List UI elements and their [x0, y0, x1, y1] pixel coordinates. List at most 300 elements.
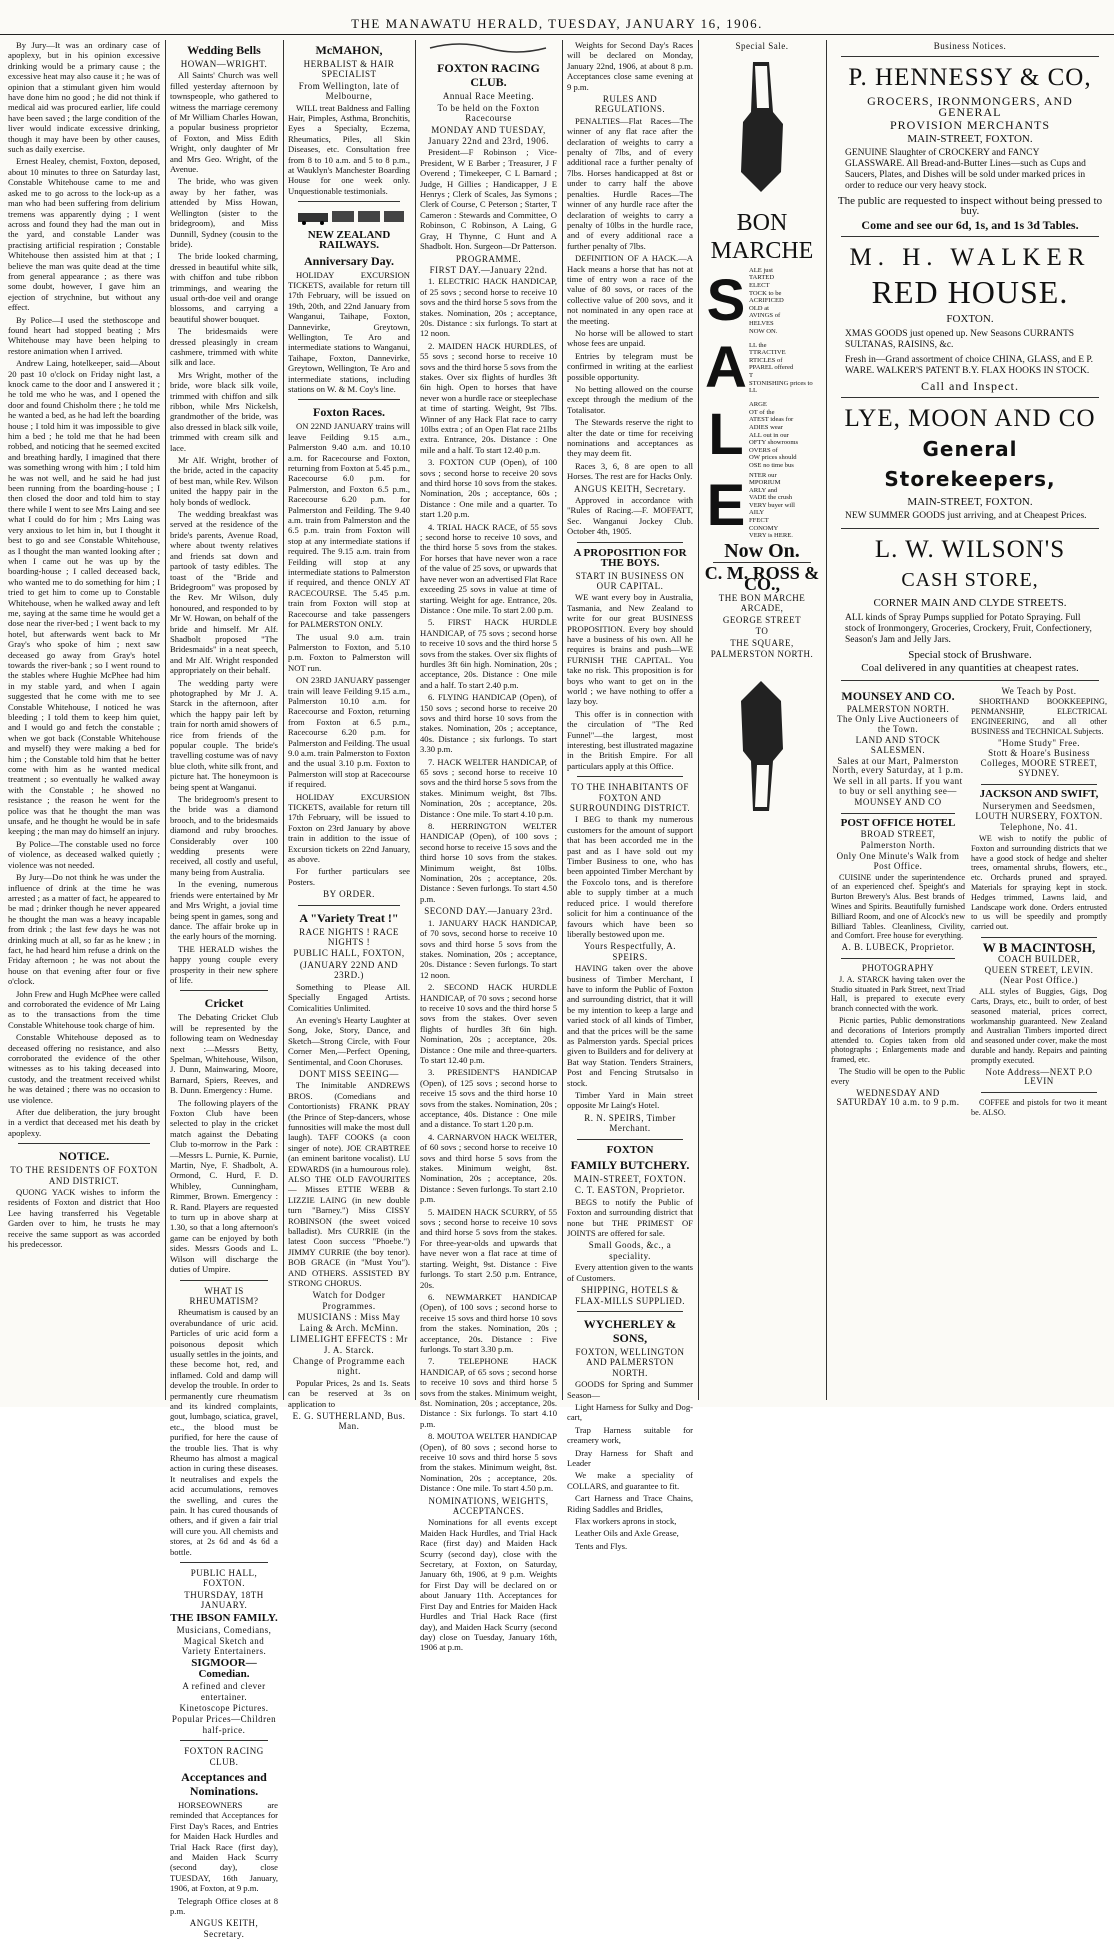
sale-line: STONISHING prices to: [749, 379, 813, 387]
race-entry: 5. FIRST HACK HURDLE HANDICAP, of 75 sovs ; second horse to receive 10 sovs and the third horse 5 sovs from the stakes. Over six flights of hurdles 3ft 6in high. Nomination, 20s ; acceptance, 20s. Distance : One mile and a half. To start 2.40 p.m.: [420, 617, 558, 690]
divider: [298, 201, 400, 202]
paragraph: By Jury—Do not think he was under the influence of drink at the time he was arrested ; as a matter of fact, he appeared to be mad ; drinker though he never appeared he thought the man was a heavy incapable from drink ; the last few days he was not drinking much at all, so far as he knew ; in fact, he had heard him refuse a drink on the Friday afternoon ; he was not about the house on that evening after four or five o'clock.: [8, 872, 160, 987]
sale-line: OFTY showrooms: [749, 439, 799, 447]
train-engraving: [288, 207, 410, 225]
sale-line: CONOMY: [749, 524, 779, 532]
cricket-title: Cricket: [204, 996, 244, 1011]
paragraph: By Police—The constable used no force of violence, as deceased walked quietly ; violence was not needed.: [8, 838, 160, 870]
sale-line: ELECT: [749, 282, 770, 289]
inhabitants-title: TO THE INHABITANTS OF FOXTON AND SURROUNDING DISTRICT.: [569, 782, 691, 814]
variety-limelight: LIMELIGHT EFFECTS : Mr J. A. Starck.: [290, 1334, 408, 1355]
divider: [841, 528, 1099, 529]
jackson-text: WE wish to notify the public of Foxton and surrounding districts that we have a good stock of hedge and shelter trees, ornamental shrubs, flowers, etc., etc. Orchards pruned and sprayed. Materials for spraying kept in stock. Hedges trimmed, Lawns laid, and Landscape work done. Orders entrusted to us will be speedily and promptly carried out.: [971, 834, 1107, 932]
photography-days: WEDNESDAY AND SATURDAY 10 a.m. to 9 p.m.: [836, 1087, 960, 1108]
variety-title: A "Variety Treat !": [299, 910, 399, 925]
paragraph: The Debating Cricket Club will be represented by the following team on Wednesday next :—Messrs Betty, Spelman, Whitehouse, Wilson, J. Dunn, Mainwaring, Moore, Barnard, Spiers, Reeves, and B. Dunn. Emergency : Hume.: [170, 1012, 278, 1096]
railways-subtitle: Anniversary Day.: [304, 253, 394, 268]
acceptances-sign: ANGUS KEITH, Secretary.: [189, 1918, 259, 1939]
mcmahon-subtitle: HERBALIST & HAIR SPECIALIST: [303, 59, 395, 80]
paragraph: The bride looked charming, dressed in beautiful white silk, with chiffon and tube ribbon trimmings, and wearing the usual orth-doe veil and orange blossoms, and carrying a beautiful shower bouquet.: [170, 251, 278, 324]
wilson-text: ALL kinds of Spray Pumps supplied for Potato Spraying. Full stock of Ironmongery, Groceries, Crockery, Fruit, Confectionery, Season's Jam and Jelly Jars.: [845, 612, 1092, 645]
divider: [841, 680, 1099, 681]
paragraph: ON 22ND JANUARY trains will leave Feilding 9.15 a.m., Palmerston 9.40 a.m. and 10.10 a.m. for Racecourse and Foxton, returning from Foxton at 5.45 p.m., Racecourse 6.0 p.m. for Palmerston, and Foxton 6.5 p.m., Racecourse 6.20 p.m. for Palmerston and Feilding. The 9.40 a.m. train from Palmerston and the 6.5 p.m. train from Foxton will stop at any intermediate stations if required. The 9.15 a.m. train from Feilding will stop at any intermediate stations to Palmerston if required, and thence ONLY AT RACECOURSE. The 5.45 p.m. train from Foxton will stop at Racecourse and take passengers for PALMERSTON ONLY.: [288, 421, 410, 630]
first-day-races: [420, 276, 557, 904]
hennessy-text-2: The public are requested to inspect without being pressed to buy.: [837, 195, 1103, 218]
sale-lines: [749, 472, 795, 540]
notices-right: [971, 686, 1107, 1120]
butchery-proprietor: C. T. EASTON, Proprietor.: [574, 1185, 686, 1196]
column-wedding-cricket: [170, 40, 278, 1939]
variety-dates: (JANUARY 22ND AND 23RD.): [299, 959, 399, 981]
sale-line: AVINGS of: [749, 312, 781, 320]
proposition-title: A PROPOSITION FOR THE BOYS.: [573, 546, 687, 570]
sale-line: ADIES wear: [749, 423, 783, 431]
ross-title: C. M. ROSS & CO.,: [704, 563, 820, 594]
post-office-town: Palmerston North.: [860, 840, 936, 851]
ross-square: THE SQUARE,: [730, 637, 794, 648]
wycherley-subtitle: FOXTON, WELLINGTON AND PALMERSTON NORTH.: [575, 1346, 685, 1378]
sale-letter: A: [705, 335, 747, 401]
second-day-races: [420, 918, 557, 1494]
macintosh-address: Note Address—NEXT P.O LEVIN: [985, 1066, 1093, 1087]
divider: [841, 397, 1099, 398]
sale-letter: E: [706, 472, 746, 538]
post-teach-sign: Stott & Hoare's Business Colleges, MOORE STREET, SYDNEY.: [980, 748, 1098, 779]
races-title: Foxton Races.: [313, 405, 385, 420]
column-inquest: [8, 40, 160, 1400]
rules-text: [567, 116, 693, 482]
wilson-ad: [837, 535, 1103, 673]
proposition-subtitle: START IN BUSINESS ON OUR CAPITAL.: [575, 570, 685, 591]
sale-letter-row: [703, 401, 821, 469]
macintosh-subtitle: COACH BUILDER,: [997, 953, 1080, 964]
race-entry: 8. HERRINGTON WELTER HANDICAP (Open), of 100 sovs ; second horse to receive 15 sovs and the third horse 10 sovs from the stakes. Minimum weight, 8st 10lbs. Nomination, 20s ; acceptance, 20s. Distance : Seven furlongs. To start 4.50 p.m.: [420, 821, 557, 904]
post-office-street: BROAD STREET,: [860, 829, 936, 840]
wedding-subtitle: HOWAN—WRIGHT.: [180, 59, 268, 69]
wilson-street: CORNER MAIN AND CLYDE STREETS.: [873, 597, 1067, 610]
notices-left: [831, 686, 965, 1109]
rules-title: RULES AND REGULATIONS.: [594, 94, 666, 115]
walker-text: XMAS GOODS just opened up. New Seasons CURRANTS SULTANAS, RAISINS, &c.: [845, 328, 1075, 350]
nominations-text: Nominations for all events except Maiden Hack Hurdles, and Trial Hack Race (first day) and Maiden Hack Scurry (second day), close with the Secretary, at Foxton, on Saturday, January 6th, 1906, at 9 p.m. Weights for First Day will be declared on or about January 11th. Acceptances for First Day and Entries for Maiden Hack Hurdles and Trial Hack Race (first day), and Maiden Hack Scurry (second day) close on Tuesday, January 16th, 1906 at p.m.: [420, 1517, 557, 1653]
race-entry: 7. TELEPHONE HACK HANDICAP, of 65 sovs ; second horse to receive 10 sovs and third horse 5 sovs from the stakes. Minimum weight, 8st. Nomination, 20s ; acceptance, 20s. Distance : Six furlongs. To start 4.10 p.m.: [420, 1356, 557, 1429]
club-subtitle: Annual Race Meeting.: [442, 91, 535, 102]
sale-line: NTER our: [749, 471, 777, 479]
lye-street: MAIN-STREET, FOXTON.: [907, 496, 1033, 509]
wedding-report: [170, 70, 278, 985]
race-entry: 4. TRIAL HACK RACE, of 55 sovs ; second horse to receive 10 sovs, and the third horse 5 sovs from the stakes. For horses that have never won a race of the value of 25 sovs, or upwards that have never won an advertised Flat Race exceeding 25 sovs in value at time of starting. Weight for age. Entrance, 20s. Distance : One mile. To start 2.00 p.m.: [420, 521, 557, 615]
race-entry: 7. HACK WELTER HANDICAP, of 65 sovs ; second horse to receive 10 sovs and the third horse 5 sovs from the stakes. Minimum weight, 8st 7lbs. Nomination, 20s ; acceptance, 20s. Distance : One mile. To start 4.10 p.m.: [420, 756, 558, 819]
divider: [841, 813, 955, 814]
list-item: Dray Harness for Shaft and Leader: [567, 1447, 693, 1468]
divider: [981, 1092, 1097, 1093]
sale-line: OW prices should: [749, 454, 797, 462]
list-item: Leather Oils and Axle Grease,: [575, 1528, 679, 1539]
list-item: Light Harness for Sulky and Dog-cart,: [567, 1401, 693, 1423]
races-text: [288, 421, 410, 887]
list-item: Cart Harness and Trace Chains, Riding Saddles and Bridles,: [567, 1493, 693, 1514]
variety-nights: RACE NIGHTS ! RACE NIGHTS !: [299, 926, 399, 948]
sale-line: VERY buyer will: [749, 501, 795, 509]
sale-line: FFECT: [749, 517, 769, 525]
sale-line: MPORIUM: [749, 479, 781, 487]
paragraph: The usual 9.0 a.m. train Palmerston to Foxton, and 5.10 p.m. Foxton to Palmerston will NOT run.: [288, 631, 410, 673]
mcmahon-title: McMAHON,: [315, 43, 383, 57]
hennessy-subtitle-2: PROVISION MERCHANTS: [889, 118, 1051, 133]
paragraph: The wedding breakfast was served at the residence of the bride's parents, Avenue Road, where about twenty relatives and friends sat down and partook of tasty edibles. The toast of the "Bride and Bridegroom" was proposed by the Rev. Mr Wilson, duly honoured, and responded to by Mr W. Howan, on behalf of the bride and himself. Mr Alf. Shadbolt proposed "The Bridesmaids" in a neat speech, and Mr Alf. Wright responded appropriately on their behalf.: [170, 509, 278, 676]
column-racing-programme: [420, 40, 558, 1653]
pointing-hand-icon: [703, 661, 821, 821]
racing-club-title: FOXTON RACING CLUB.: [184, 1746, 264, 1767]
jackson-location: LOUTH NURSERY, FOXTON.: [975, 811, 1103, 822]
column-divider: [562, 40, 563, 1400]
shipping-title: SHIPPING, HOTELS & FLAX-MILLS SUPPLIED.: [574, 1285, 685, 1306]
sale-letter-row: [703, 267, 821, 335]
sale-line: TARTED: [749, 274, 775, 282]
bon-heading: BON: [736, 209, 788, 236]
notice-title: NOTICE.: [58, 1149, 110, 1164]
ornament: [420, 40, 557, 56]
race-entry: 6. NEWMARKET HANDICAP (Open), of 100 sovs ; second horse to receive 15 sovs and third horse 10 sovs from the stakes. Nomination, 20s ; acceptance, 20s. Distance : Five furlongs. To start 3.30 p.m.: [420, 1291, 557, 1354]
race-entry: 1. ELECTRIC HACK HANDICAP, of 25 sovs ; second horse to receive 10 sovs and the third horse 5 sovs from the stakes. Nomination, 20s ; acceptance, 20s. Distance : six furlongs. To start at 12 noon.: [420, 276, 558, 339]
sale-letter-row: [703, 472, 821, 540]
hennessy-text: GENUINE Slaughter of CROCKERY and FANCY GLASSWARE. All Bread-and-Butter Lines—such as Cups and Saucers, Plates, and Dishes will be sold under marked prices in order to reduce our very heavy stock.: [845, 148, 1086, 192]
variety-miss: DONT MISS SEEING—: [299, 1068, 399, 1079]
race-entry: 1. JANUARY HACK HANDICAP, of 70 sovs, second horse to receive 10 sovs and third horse 5 sovs from the stakes. Nomination, 20s ; acceptance, 20s. Distance : Seven furlongs. To start 12 noon.: [420, 917, 557, 980]
sale-line: AILY: [749, 509, 765, 517]
now-on: Now On.: [724, 539, 800, 562]
column-divider: [415, 40, 416, 1400]
hennessy-title: P. HENNESSY & CO,: [848, 64, 1092, 92]
butchery-street: MAIN-STREET, FOXTON.: [573, 1174, 687, 1185]
paragraph: In the evening, numerous friends were entertained by Mr and Mrs Wright, a jovial time being spent in games, song and dance. The affair broke up in the early hours of the morning.: [170, 879, 278, 942]
ibson-title: THE IBSON FAMILY.: [170, 1611, 278, 1624]
ross-street: GEORGE STREET: [722, 614, 802, 625]
paragraph: By Jury—It was an ordinary case of apoplexy, but in his opinion excessive drinking would be a primary cause ; the excessive heat may also cause it ; he was of opinion that a stimulant given him would have done him no good ; he did not think if medical aid was procured earlier, life could have been saved ; the large condition of the liver would indicate excessive drinking, though it may have been by other causes, such as daily exercise.: [8, 40, 160, 155]
paragraph: Constable Whitehouse deposed as to deceased offering no resistance, and also corroborated the evidence of the other witnesses as to his taking deceased into custody, and the treatment received whilst he was detained ; there was no occasion to use violence.: [8, 1032, 160, 1105]
inhabitants-text: I BEG to thank my numerous customers for the amount of support that has been accorded me in the past and as I have sold out my Timber Business to one, who has been appointed Timber Merchant by the Foxcolo tons, and is therefore able to supply timber at a much reduced price. I would therefore solicit for him a continuance of the favours which have been so liberally bestowed upon me.: [567, 814, 693, 939]
photography-text-2: Picnic parties, Public demonstrations and decorations of Interiors promptly attended to. Copies taken from old photographs ; Enlargements made and framed, etc.: [831, 1016, 965, 1065]
nominations-title: NOMINATIONS, WEIGHTS, ACCEPTANCES.: [428, 1495, 549, 1517]
ross-city: PALMERSTON NORTH.: [710, 649, 814, 660]
notices-grid: [831, 686, 1109, 1206]
wedding-title: Wedding Bells: [187, 43, 261, 57]
sale-line: ACRIFICED: [749, 297, 784, 305]
walker-ad: [837, 243, 1103, 391]
divider: [180, 990, 268, 991]
rheumatism-title: WHAT IS RHEUMATISM?: [189, 1285, 259, 1306]
wilson-brush: Special stock of Brushware.: [908, 648, 1032, 661]
sale-letter: L: [708, 402, 744, 468]
race-entry: 3. PRESIDENT'S HANDICAP (Open), of 125 sovs ; second horse to receive 15 sovs and the third horse 10 sovs from the stakes. Nomination, 20s ; acceptance, 40s. Distance : One mile and a distance. To start 1.20 p.m.: [420, 1067, 557, 1130]
jackson-telephone: Telephone, No. 41.: [1000, 822, 1078, 833]
paragraph: HOLIDAY EXCURSION TICKETS, available for return till 17th February, will be issued to Foxton on 23rd January by above train in addition to the issue of Excursion tickets on 22nd January, as above.: [288, 791, 410, 865]
divider: [577, 1311, 683, 1312]
sale-line: ARLY and: [749, 486, 778, 494]
column-rules-notices: [567, 40, 694, 1551]
post-office-walk: Only One Minute's Walk from Post Office.: [836, 851, 960, 871]
lye-subtitle: General Storekeepers,: [884, 437, 1056, 492]
wycherley-title: WYCHERLEY & SONS,: [583, 1316, 677, 1345]
list-item: Tents and Flys.: [575, 1540, 628, 1551]
rules-approved: Approved in accordance with "Rules of Racing.—F. MOFFATT, Sec. Wanganui Jockey Club. October 4th, 1905.: [567, 495, 693, 537]
masthead: THE MANAWATU HERALD, TUESDAY, JANUARY 16, 1906.: [351, 16, 763, 31]
divider: [577, 542, 683, 543]
variety-sign: E. G. SUTHERLAND, Bus. Man.: [292, 1410, 406, 1432]
paragraph: By Police—I used the stethoscope and found heart had stopped beating ; Mrs Whitehouse may have been helping to restore animation when I arrived.: [8, 314, 160, 356]
walker-text-2: Fresh in—Grand assortment of choice CHINA, GLASS, and E P. WARE. WALKER'S PATENT B.Y. FLAX HOOKS IN STOCK.: [845, 354, 1094, 376]
acceptances-text: HORSEOWNERS are reminded that Acceptances for First Day's Races, and Entries for Maiden Hack Hurdles and Trial Hack Race (first day), and Maiden Hack Scurry (second day), close TUESDAY, 16th January, 1906, at Foxton, at 9 p.m.: [170, 1799, 278, 1894]
divider: [577, 776, 683, 777]
divider: [841, 56, 1099, 57]
mounsey-town: PALMERSTON NORTH.: [846, 703, 950, 714]
lye-text: NEW SUMMER GOODS just arriving, and at Cheapest Prices.: [845, 511, 1087, 522]
paragraph: No betting allowed on the course except through the medium of the Totalisator.: [567, 384, 693, 415]
race-entry: 4. CARNARVON HACK WELTER, of 60 sovs ; second horse to receive 10 sovs and third horse 5 sovs from the stakes. Minimum weight, 8st. Nomination, 20s ; acceptance, 20s. Distance : Seven furlongs. To start 2.10 p.m.: [420, 1131, 557, 1205]
paragraph: The bride, who was given away by her father, was attended by Miss Howan, Wellington (sister to the bridegroom), and Miss Dunnill, Sydney (cousin to the bride).: [170, 176, 278, 249]
mcmahon-from: From Wellington, late of Melbourne,: [298, 80, 400, 102]
club-dates-2: January 22nd and 23rd, 1906.: [428, 136, 549, 147]
column-divider: [826, 40, 827, 1400]
inhabitants-sign: Yours Respectfully, A. SPEIRS.: [583, 941, 676, 962]
ibson-kinetoscope: Kinetoscope Pictures.: [179, 1702, 269, 1713]
rheumatism-text: Rheumatism is caused by an overabundance of uric acid. Particles of uric acid form a poisonous deposit which usually settles in the joints, and these become hot, red, and inflamed. Cold and damp will develop the trouble. In order to permanently cure rheumatism and its kindred complaints, gout, lumbago, sciatica, gravel, etc., the blood must be purified, for here the cause of the trouble lies. That is why Rheumo has almost a magical action in curing these diseases. It neutralises and expels the acid accumulations, removes the swelling, and cures the pain. It has cured thousands of others, and if given a fair trial will cure you. All chemists and stores, at 2s 6d and 4s 6d a bottle.: [170, 1307, 278, 1557]
variety-watch: Watch for Dodger Programmes.: [312, 1290, 386, 1311]
variety-text: Something to Please All. Specially Engaged Artists. Comicalities Unlimited.: [288, 981, 410, 1013]
divider: [180, 1280, 268, 1281]
acceptances-title: Acceptances and Nominations.: [181, 1769, 267, 1798]
mounsey-text: The Only Live Auctioneers of the Town.: [837, 714, 959, 735]
sale-line: LL: [749, 387, 758, 395]
timber-text: HAVING taken over the above business of Timber Merchant, I have to inform the Public of Foxton and surrounding district, that it will be my intention to keep a large and varied stock of all kinds of Timber, and that the prices will be the same as Palmerston yards. Special prices given to Builders and for delivery at Bat way Station. Tenders Strainers, Post and Fencing Strutsalso in stock.: [567, 963, 693, 1088]
race-entry: 8. MOUTOA WELTER HANDICAP (Open), of 80 sovs ; second horse to receive 10 sovs and third horse 5 sovs from the stakes. Minimum weight, 8st. Nomination, 20s ; acceptance, 20s. Distance : One mile. To start 4.50 p.m.: [420, 1431, 557, 1494]
acceptances-telegraph: Telegraph Office closes at 8 p.m.: [170, 1895, 278, 1917]
butchery-title-2: FAMILY BUTCHERY.: [570, 1158, 690, 1173]
sale-line: HELVES: [749, 319, 774, 327]
post-office-text: CUISINE under the superintendence of an experienced chef. Speight's and Burton Brewery's Alus. Best brands of Wines and Spirits. Beautifully furnished Billiard Room, and one of Alcock's new Billiard Tables. Cleanliness, Civility, and Comfort. Free house for everything.: [831, 872, 965, 941]
hennessy-street: MAIN-STREET, FOXTON.: [907, 132, 1033, 145]
proposition-text: WE want every boy in Australia, Tasmania, and New Zealand to write for our great BUSINESS PROPOSITION. Every boy should have a business of his own. All he requires is brains and push—WE FURNISH THE CAPITAL. You take no risk. This proposition is for boys who want to get on in the world ; we have nothing to offer a lazy boy.: [567, 592, 693, 707]
jackson-title: JACKSON AND SWIFT,: [979, 787, 1099, 800]
butchery-small: Small Goods, &c., a speciality.: [588, 1240, 672, 1261]
sale-line: ARGE: [749, 401, 767, 409]
paragraph: PENALTIES—Flat Races—The winner of any flat race after the declaration of weights to carry a penalty of 7lbs, and of every additional race a further penalty of 7lbs. Horses handicapped at 8st or under to carry half the above penalties. Hurdle Races—The winner of any hurdle race after the declaration of weights to carry a penalty of 10lbs in the hurdle race, and of every additional race a further penalty of 7lbs.: [567, 115, 693, 251]
sale-lines: [749, 401, 798, 469]
paragraph: ON 23RD JANUARY passenger train will leave Feilding 9.15 a.m., Palmerston 10.10 a.m. for Racecourse and Foxton, returning from Foxton at 6.5 p.m., Racecourse 6.20 p.m. for Palmerston and Feilding. The usual 9.0 a.m. train Palmerston to Foxton and the usual 3.10 p.m. Foxton to Palmerston will stop at Racecourse if required.: [288, 675, 410, 790]
post-office-sign: A. B. LUBECK, Proprietor.: [841, 942, 955, 953]
divider: [180, 1740, 268, 1741]
macintosh-location-2: (Near Post Office.): [999, 975, 1079, 986]
sale-line: VADE the crush: [749, 494, 793, 502]
column-divider: [165, 40, 166, 1400]
column-divider: [283, 40, 284, 1400]
paragraph: Mrs Wright, mother of the bride, wore black silk voile, trimmed with chiffon and silk ribbon, while Mrs Nickelsh, grandmother of the bride, was also dressed in black silk voile, trimmed with cream silk and lace.: [170, 369, 278, 453]
mounsey-title: MOUNSEY AND CO.: [841, 688, 955, 703]
sale-line: ALE just: [749, 266, 773, 274]
mounsey-sign: MOUNSEY AND CO: [854, 796, 942, 807]
paragraph: For further particulars see Posters.: [288, 866, 410, 887]
paragraph: Races 3, 6, 8 are open to all Horses. The rest are for Hacks Only.: [567, 460, 693, 482]
paragraph: All Saints' Church was well filled yesterday afternoon by townspeople, who gathered to witness the marriage ceremony of Mr William Charles Howan, a popular business proprietor of Foxton, and Miss Edith Wright, only daughter of Mr and Mrs Geo. Wright, of the Avenue.: [170, 70, 278, 175]
divider: [577, 1139, 683, 1140]
wilson-title: L. W. WILSON'S: [874, 536, 1066, 564]
sale-line: LL the: [749, 341, 767, 349]
paragraph: Entries by telegram must be confirmed in writing at the earliest possible opportunity.: [567, 350, 693, 382]
mounsey-land: LAND AND STOCK SALESMEN.: [855, 735, 941, 755]
railways-text: HOLIDAY EXCURSION TICKETS, available for return till 17th February, will be issued on 19th, 20th, and 22nd January from Wanganui, Taihape, Foxton, Dannevirke, Greytown, Wellington, Te Aro and intermediate stations to Wanganui, Taihape, Foxton, Dannevirke, Greytown, Wellington, Te Aro and intermediate stations, including stations on W. & M. Coy's line.: [288, 269, 410, 394]
variety-change: Change of Programme each night.: [292, 1355, 406, 1377]
divider: [981, 937, 1097, 938]
list-item: We make a speciality of COLLARS, and guarantee to fit.: [567, 1470, 693, 1491]
wilson-coal: Coal delivered in any quantities at cheapest rates.: [861, 662, 1079, 675]
paragraph: DEFINITION OF A HACK.—A Hack means a horse that has not at time of entry won a race of the value of 80 sovs, or races of the collective value of 200 sovs, and it not nominated in any open race at the meeting.: [567, 253, 693, 326]
sale-line: RTICLES of: [749, 356, 783, 364]
divider: [298, 905, 400, 906]
ibson-sigmoor: SIGMOOR—Comedian.: [191, 1657, 257, 1680]
business-notices-title: Business Notices.: [933, 41, 1007, 51]
paragraph: Andrew Laing, hotelkeeper, said—About 20 past 10 o'clock on Friday night last, a knock came to the door and I answered it ; he told me who he was, and I opened the door and found Chisholm there ; he told me he wanted a bed, as he had left the boarding house ; I told him it was impossible to give him a bed ; he told me that he had been robbed, and noticing that he seemed excited and breathing hardly, I imagined that there was something wrong with him ; I told him he was not well, and he said he had just been running from the boarding-house ; I then closed the door and told him to stay there while I went to see Mrs Laing and see what I could do for him ; Mrs Laing was very anxious to let him in, but I thought it best to go and see Constable Whitehouse, as I thought the man wanted looking after ; when I came out he was up by the boarding-house ; I called deceased back, who wanted me to do something for him ; I tried to get him to come up to Constable Whitehouse, when he walked away and left me, saying at the same time he would get a dose near the river-bed ; I went back to my hotel, but afterwards went back to Mr Gray's who spoke of him ; next saw deceased go away from Gray's hotel towards the river-bank ; so I went round to the stables where Hughie McPhee had him in my stable yard, and when I again suggested that he come with me to see Constable Whitehouse, I noticed he was bleeding ; I told them to keep him quiet, and I would go and fetch the constable ; when we got back (Constable Whitehouse and myself) they were making a bed for him ; the Constable told him that he better come with him as he wanted medical treatment ; so eventually he walked away with the Constable ; he showed no resistance ; the reason he went for the police was that he thought the man was unsafe, and he thought he would be in safe keeping ; the man may do himself an injury.: [8, 358, 160, 837]
inquest-report: [8, 40, 160, 1138]
column-business-notices: [831, 40, 1109, 1400]
wilson-subtitle: CASH STORE,: [901, 569, 1039, 592]
hennessy-subtitle: GROCERS, IRONMONGERS, AND GENERAL: [867, 94, 1073, 119]
macintosh-title: W B MACINTOSH,: [982, 940, 1096, 956]
mcmahon-text: WILL treat Baldness and Falling Hair, Pimples, Asthma, Bronchitis, Eyes a Specialty, Eczema, Rheumatics, Piles, all Skin Diseases, etc. Consultation free from 8 to 10 a.m. and 5 to 8 p.m., at Wauklyn's Manchester Boarding House for one week only. Unquestionable testimonials.: [288, 102, 410, 196]
post-teach-title: We Teach by Post.: [1001, 685, 1077, 696]
column-ads-races: [288, 40, 410, 1432]
rules-sign: ANGUS KEITH, Secretary.: [574, 483, 686, 494]
divider: [841, 958, 955, 959]
butchery-title: FOXTON: [606, 1143, 654, 1156]
list-item: Trap Harness suitable for creamery work,: [567, 1424, 693, 1446]
post-teach-home: "Home Study" Free.: [997, 737, 1081, 748]
sale-lines: [749, 342, 813, 395]
paragraph: John Frew and Hugh McPhee were called and corroborated the evidence of Mr Laing as to the transactions from the time Constable Whitehouse took charge of him.: [8, 988, 160, 1030]
paragraph: The wedding party were photographed by Mr J. A. Starck in the afternoon, after which the happy pair left by train for north amid showers of rice from friends of the popular couple. The bride's travelling costume was of navy blue cloth, white silk front, and picture hat. The honeymoon is being spent at Wanganui.: [170, 677, 278, 792]
butchery-attention: Every attention given to the wants of Customers.: [567, 1262, 693, 1283]
paragraph: The following players of the Foxton Club have been selected to play in the cricket match against the Debating Club to-morrow in the Park :—Messrs L. Purnie, K. Purnie, Martin, Nye, F. Shadbolt, A. Ormond, C. Hurd, F. D. Whibley, Cunningham, Rimmer, Brown. Emergency : R. Rand. Players are requested to turn up in above sharp at 1.30, so that a long afternoon's game can be enjoyed by both sides. Messrs Goods and L. Wilson will discharge the duties of Umpire.: [170, 1097, 278, 1275]
special-sale-title: Special Sale.: [735, 41, 789, 51]
paragraph: No horse will be allowed to start whose fees are unpaid.: [567, 327, 693, 349]
timber-sign: R. N. SPEIRS, Timber Merchant.: [584, 1112, 676, 1134]
variety-text-2: An evening's Hearty Laughter at Song, Joke, Story, Dance, and Sketch—Strong Circle, with Four Corner Men,—Perfect Opening, Sentimental, and Coon Choruses.: [288, 1014, 410, 1067]
cricket-report: [170, 1012, 278, 1274]
ross-arcade: THE BON MARCHE ARCADE,: [718, 593, 806, 614]
divider: [981, 784, 1097, 785]
timber-text-2: Timber Yard in Main street opposite Mr Laing's Hotel.: [567, 1090, 693, 1111]
walker-subtitle: RED HOUSE.: [871, 274, 1069, 311]
paragraph: THE HERALD wishes the happy young couple every prosperity in their new sphere of life.: [170, 943, 278, 985]
sale-line: PPAREL offered: [749, 364, 794, 372]
hennessy-tables: Come and see our 6d, 1s, and 1s 3d Tables.: [861, 217, 1079, 232]
divider: [180, 1562, 268, 1563]
sale-line: TTRACTIVE: [749, 349, 786, 357]
wycherley-items: [567, 1402, 693, 1551]
railways-title: NEW ZEALAND RAILWAYS.: [307, 228, 391, 252]
sale-line: OT of the: [749, 408, 775, 416]
coffee-text: COFFEE and pistols for two it meant be. ALSO.: [971, 1098, 1107, 1117]
paragraph: The bridesmaids were dressed pleasingly in cream cashmere, trimmed with white silk and lace.: [170, 326, 278, 368]
walker-call: Call and Inspect.: [921, 378, 1019, 393]
paragraph: The Stewards reserve the right to alter the date or time for receiving nominations and acceptances as they may deem fit.: [567, 417, 693, 459]
race-entry: 6. FLYING HANDICAP (Open), of 150 sovs ; second horse to receive 20 sovs and third horse 10 sovs from the stakes. Nomination, 20s ; acceptance, 40s. Distance ; six furlongs. To start 3.30 p.m.: [420, 692, 557, 755]
sale-acrostic: [703, 267, 821, 540]
variety-musicians: MUSICIANS : Miss May Laing & Arch. McMinn.: [297, 1312, 401, 1333]
paragraph: Ernest Healey, chemist, Foxton, deposed, about 10 minutes to three on Saturday last, Constable Whitehouse came to me and asked me to go across to the lock-up as a man who had been suffering from delirium tremens was apparently dying ; I went across and found they had the man out in the yard, and constable Lander was practising artificial respiration ; Constable Whitehouse then assisted him at that ; I believe the man was quite dead at the time from general appearance ; as there was some doubt, however, I gave him an ejection of strychnine, but without any effect.: [8, 156, 160, 313]
club-title: FOXTON RACING CLUB.: [437, 61, 540, 90]
races-sign: BY ORDER.: [323, 889, 375, 900]
ibson-prices: Popular Prices—Children half-price.: [171, 1714, 277, 1735]
photography-text: J. A. STARCK having taken over the Studio situated in Park Street, next Triad Hall, is prepared to execute every branch connected with the work.: [831, 974, 965, 1014]
variety-list: The Inimitable ANDREWS BROS. (Comedians and Contortionists) FRANK PRAY (the Prince of Step-dancers, whose funnosities will make the most dull laugh). TAFF COOKS (a coon singer of note). JOE CRABTREE (an eminent baritone vocalist). LU EDWARDS (in a humourous role). ALSO THE OLD FAVOURITES— Misses ETTIE WEBB & LIZZIE LAING (in new double turn "Barney.") Miss CISSY ROBINSON (the sweet voiced balladist). Mrs CURRIE (in the latest Coon success "Phoebe.") JIMMY CURRIE (the boy tenor). BOB GRACE (in "Must You"). AND OTHERS. ASSISTED BY STRONG CHORUS.: [288, 1080, 410, 1289]
photography-title: PHOTOGRAPHY: [861, 963, 935, 974]
jackson-subtitle: Nurserymen and Seedsmen,: [982, 800, 1096, 811]
first-day-heading: FIRST DAY.—January 22nd.: [429, 264, 548, 275]
lye-moon-ad: [837, 404, 1103, 522]
notice-text: QUONG YACK wishes to inform the residents of Foxton and district that Hoo Lee having transferred his Vegetable Garden over to him, he trusts he may receive the same support as was accorded his predecessor.: [8, 1187, 160, 1250]
variety-hall: PUBLIC HALL, FOXTON,: [293, 948, 405, 959]
wycherley-goods: GOODS for Spring and Summer Season—: [567, 1379, 693, 1400]
second-day-heading: SECOND DAY.—January 23rd.: [424, 906, 553, 917]
divider: [298, 399, 400, 400]
butchery-text: BEGS to notify the Public of Foxton and surrounding district that none but THE PRIMEST OF JOINTS are offered for sale.: [567, 1196, 693, 1239]
proposition-text-2: This offer is in connection with the circulation of "The Red Funnel"—the largest, most interesting, best illustrated magazine in the British Empire. For all particulars apply at this Office.: [567, 708, 694, 771]
post-office-title: POST OFFICE HOTEL: [840, 816, 956, 829]
hennessy-ad: [837, 63, 1103, 230]
column-divider: [698, 40, 699, 1400]
sale-line: OSE no time bus: [749, 461, 794, 469]
post-teach-text: SHORTHAND BOOKKEEPING, PENMANSHIP, ELECTRICAL ENGINEERING, and all other BUSINESS and TECHNICAL Subjects.: [971, 697, 1107, 736]
top-rule: [0, 34, 1114, 35]
sale-line: VERY is HERE.: [749, 532, 793, 540]
club-held: To be held on the Foxton Racecourse: [437, 102, 540, 124]
race-entry: 3. FOXTON CUP (Open), of 100 sovs ; second horse to receive 20 sovs and third horse 10 sovs from the stakes. Nomination, 20s ; acceptance, 60s ; Distance : One mile and a quarter. To start 1.20 p.m.: [420, 457, 557, 520]
ibson-desc: Musicians, Comedians, Magical Sketch and Variety Entertainers.: [176, 1625, 272, 1656]
ibson-refined: A refined and clever entertainer.: [182, 1681, 266, 1702]
photography-text-3: The Studio will be open to the Public every: [831, 1066, 965, 1086]
sale-lines: [749, 267, 784, 335]
list-item: Flax workers aprons in stock,: [575, 1516, 677, 1526]
paragraph: The bridegroom's present to the bride was a diamond brooch, and to the bridesmaids diamond and ruby brooches. Considerably over 100 wedding presents were received, all costly and useful, many being from Australia.: [170, 794, 278, 877]
divider: [841, 236, 1099, 237]
walker-town: FOXTON.: [946, 313, 994, 326]
sale-line: ATEST ideas for: [749, 416, 794, 424]
ibson-hall: PUBLIC HALL, FOXTON.: [190, 1568, 258, 1589]
divider: [18, 1143, 150, 1144]
ibson-date: THURSDAY, 18TH JANUARY.: [184, 1589, 264, 1611]
sale-line: OLD at: [749, 304, 769, 312]
ross-to: TO: [755, 626, 769, 637]
race-entry: 5. MAIDEN HACK SCURRY, of 55 sovs ; second horse to receive 10 sovs and third horse 5 sovs from the stakes. For three-year-olds and upwards that have never won a flat race at time of starting. Weight, 9st. Distance : Five furlongs. To start 2.50 p.m. Entrance, 20s.: [420, 1206, 557, 1290]
sale-letter: S: [706, 267, 746, 333]
mounsey-sell: We sell in all parts. If you want to buy or sell anything see—: [833, 776, 963, 797]
sale-letter-row: [703, 337, 821, 399]
weights-text: Weights for Second Day's Races will be declared on Monday, January 22nd, 1906, at about 8 p.m. Acceptances close same evening at 9 p.m.: [567, 40, 693, 92]
pointing-hand-icon: [703, 52, 821, 202]
variety-prices: Popular Prices, 2s and 1s. Seats can be reserved at 3s on application to: [288, 1377, 410, 1409]
club-dates: MONDAY AND TUESDAY,: [431, 124, 546, 135]
marche-heading: MARCHE: [710, 237, 814, 264]
column-bon-marche: [703, 40, 821, 1400]
race-entry: 2. SECOND HACK HURDLE HANDICAP, of 70 sovs ; second horse to receive 10 sovs and the third horse 5 sovs from the stakes. Over seven flights of hurdles 3ft 6in high. Nomination, 20s ; acceptance, 20s. Distance : One mile and three-quarters. To start 12.40 p.m.: [420, 982, 557, 1065]
sale-line: T: [749, 371, 754, 379]
sale-line: ALL out in our: [749, 431, 789, 439]
sale-line: OVERS of: [749, 446, 778, 454]
lye-title: LYE, MOON AND CO: [844, 405, 1096, 433]
notice-subtitle: TO THE RESIDENTS OF FOXTON AND DISTRICT.: [10, 1165, 158, 1186]
paragraph: Mr Alf. Wright, brother of the bride, acted in the capacity of best man, while Rev. Wilson united the happy pair in the holy bonds of wedlock.: [170, 455, 278, 507]
paragraph: After due deliberation, the jury brought in a verdict that deceased met his death by apoplexy.: [8, 1107, 160, 1138]
